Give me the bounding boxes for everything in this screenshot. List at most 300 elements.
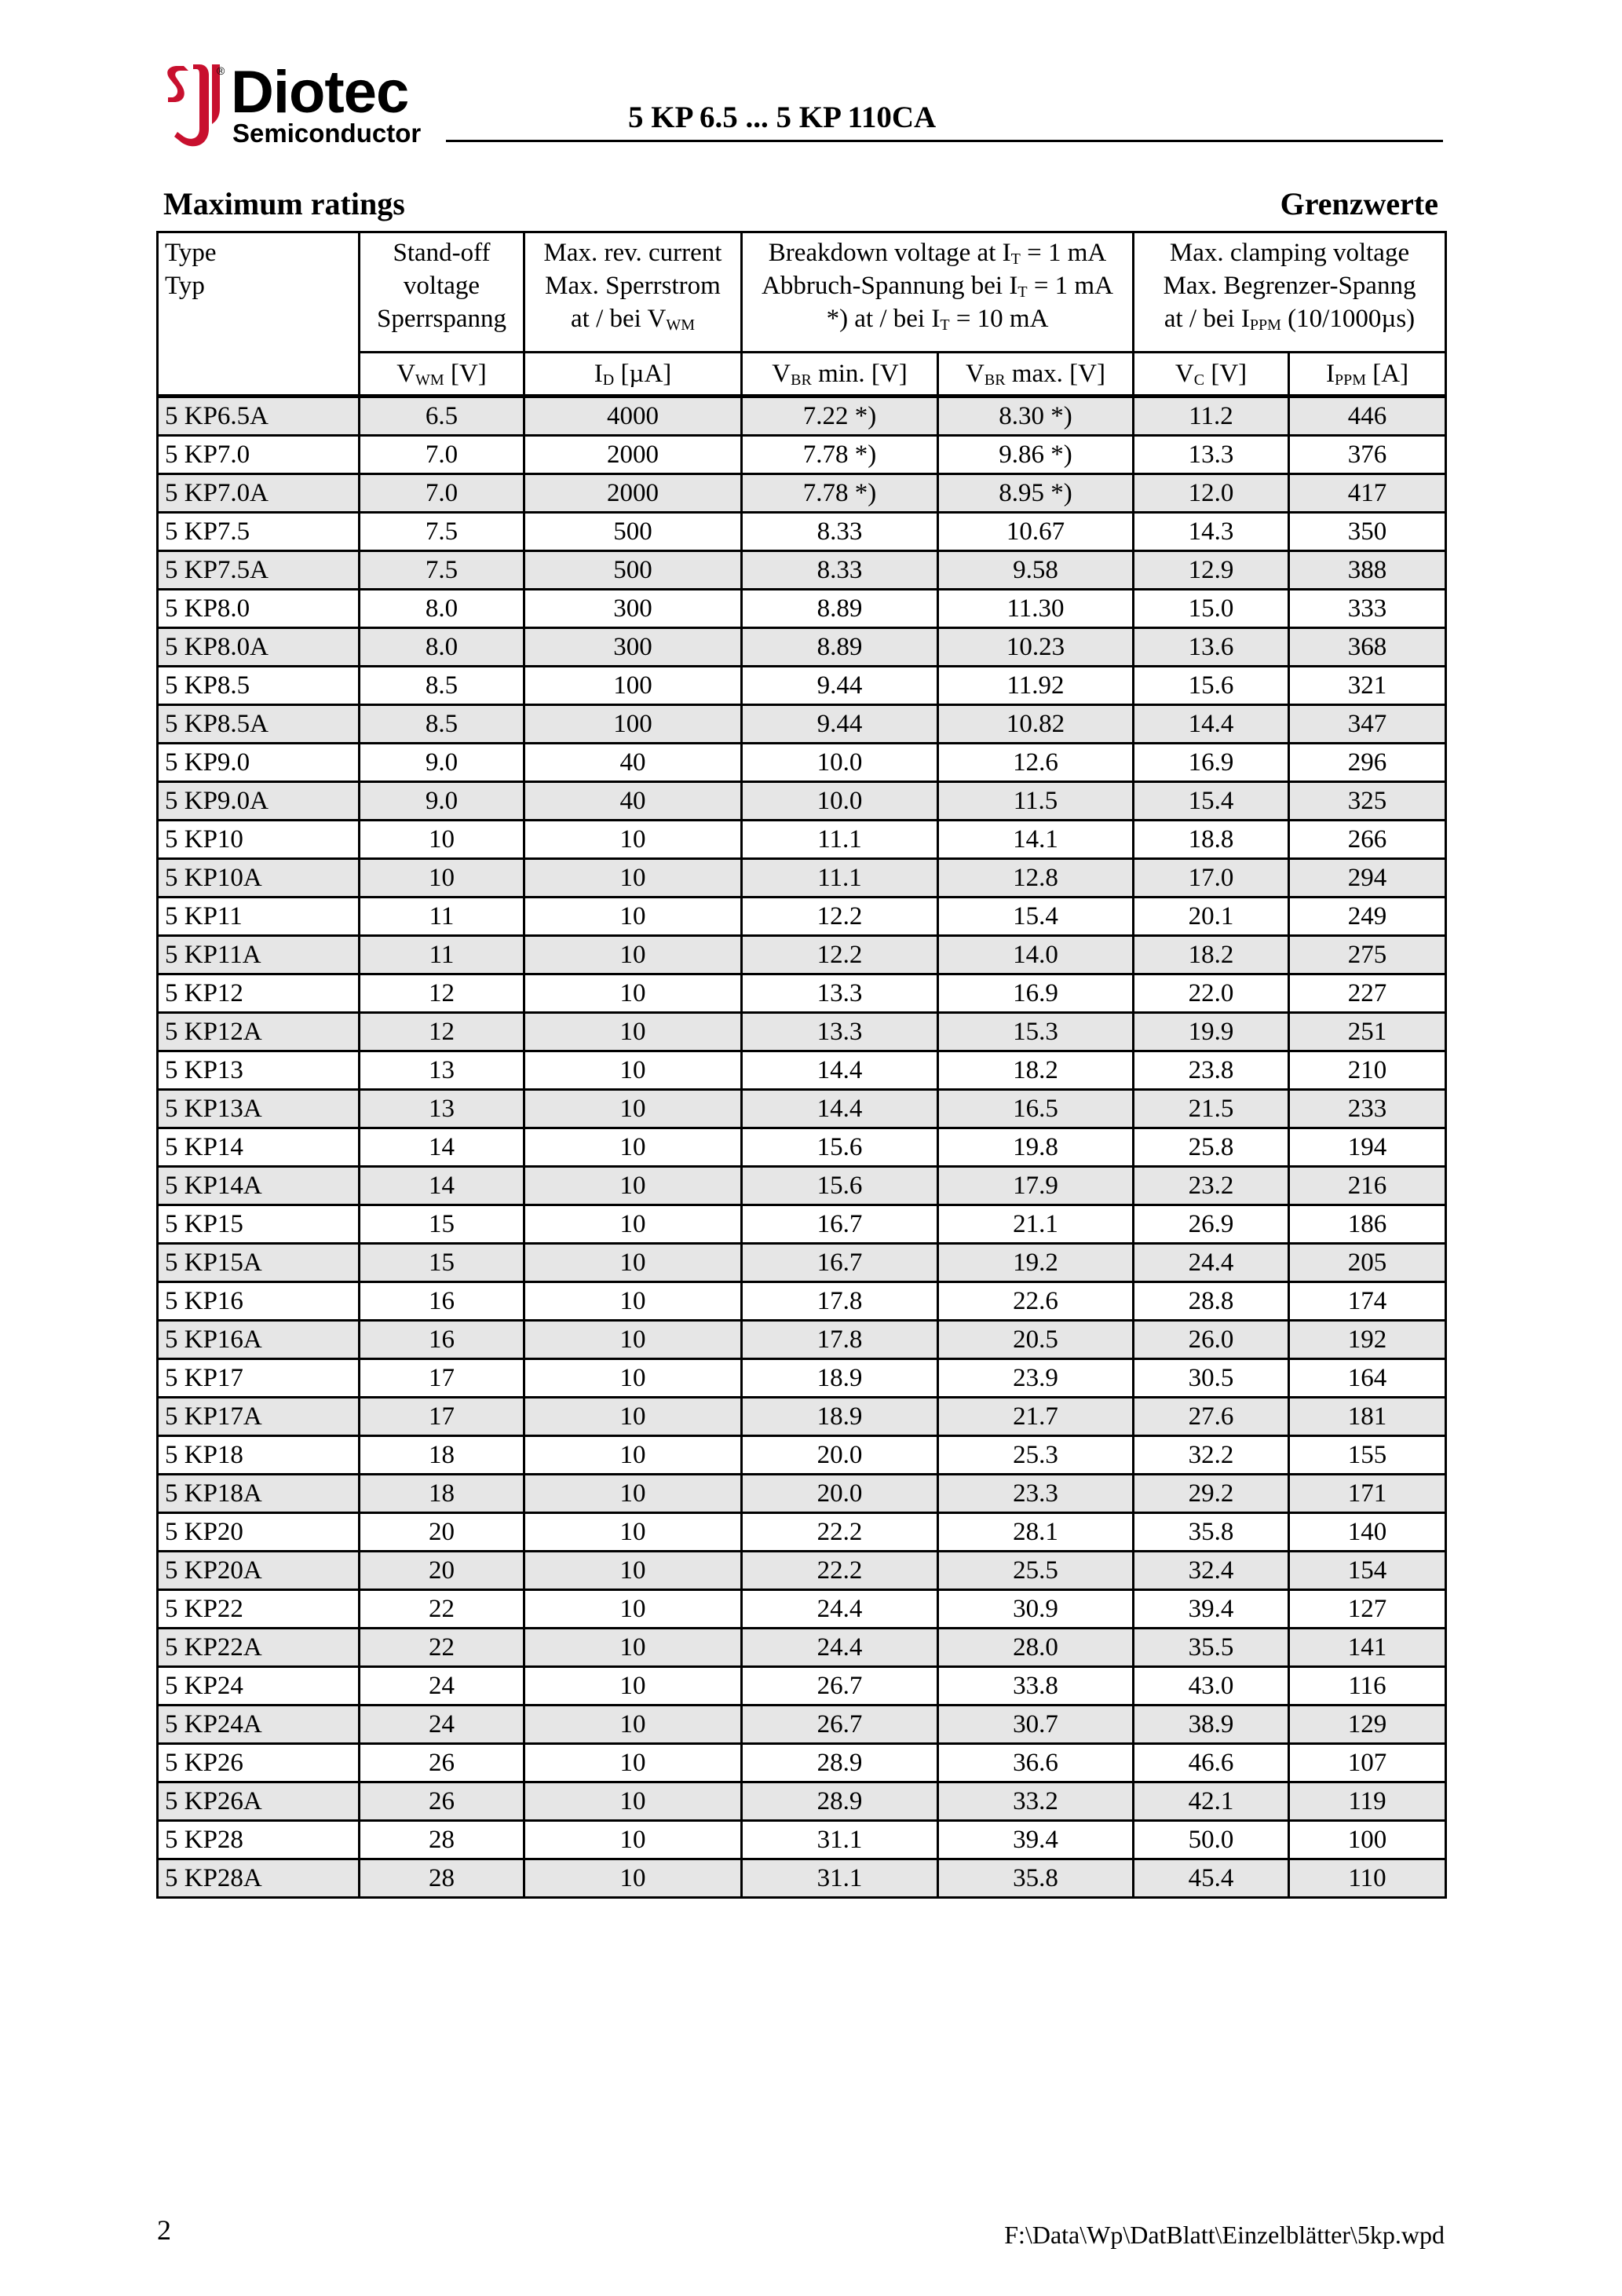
cell-vwm: 11 bbox=[360, 898, 524, 936]
unit-vbr-max: $V_{BR}$ max. [V] bbox=[938, 353, 1134, 397]
cell-vwm: 8.5 bbox=[360, 705, 524, 744]
table-row bbox=[158, 590, 1446, 628]
cell-vbr-max: 19.8 bbox=[938, 1128, 1134, 1167]
cell-vwm: 16 bbox=[360, 1321, 524, 1359]
cell-vc: 42.1 bbox=[1134, 1782, 1289, 1821]
cell-id: 10 bbox=[524, 821, 742, 859]
cell-vc: 16.9 bbox=[1134, 744, 1289, 782]
unit-vwm: $V_{WM}$ [V] bbox=[360, 353, 524, 397]
cell-vbr-max: 17.9 bbox=[938, 1167, 1134, 1205]
table-row bbox=[158, 1359, 1446, 1398]
cell-id: 10 bbox=[524, 1167, 742, 1205]
cell-id: 10 bbox=[524, 1706, 742, 1744]
cell-id: 10 bbox=[524, 1051, 742, 1090]
cell-id: 10 bbox=[524, 1398, 742, 1436]
cell-id: 10 bbox=[524, 1513, 742, 1552]
table-row bbox=[158, 628, 1446, 667]
cell-vc: 29.2 bbox=[1134, 1475, 1289, 1513]
cell-vwm: 20 bbox=[360, 1552, 524, 1590]
cell-vbr-min: 7.78 *) bbox=[742, 474, 938, 513]
cell-id: 10 bbox=[524, 1475, 742, 1513]
cell-vc: 27.6 bbox=[1134, 1398, 1289, 1436]
cell-vbr-max: 33.2 bbox=[938, 1782, 1134, 1821]
ratings-table-body bbox=[158, 397, 1446, 1898]
header-clamping-l3: at / bei $I_{PPM}$ (10/1000µs) bbox=[1164, 305, 1416, 334]
cell-type: 5 KP10A bbox=[158, 859, 360, 898]
cell-type: 5 KP7.5 bbox=[158, 513, 360, 551]
cell-ippm: 296 bbox=[1289, 744, 1446, 782]
cell-vbr-min: 7.78 *) bbox=[742, 436, 938, 474]
cell-vwm: 7.5 bbox=[360, 551, 524, 590]
table-row bbox=[158, 1744, 1446, 1782]
cell-ippm: 107 bbox=[1289, 1744, 1446, 1782]
cell-vbr-max: 28.1 bbox=[938, 1513, 1134, 1552]
cell-type: 5 KP20 bbox=[158, 1513, 360, 1552]
cell-vwm: 22 bbox=[360, 1629, 524, 1667]
diotec-logo bbox=[154, 61, 452, 149]
cell-ippm: 266 bbox=[1289, 821, 1446, 859]
cell-type: 5 KP28A bbox=[158, 1859, 360, 1898]
cell-vc: 35.5 bbox=[1134, 1629, 1289, 1667]
cell-vc: 11.2 bbox=[1134, 397, 1289, 436]
cell-type: 5 KP9.0A bbox=[158, 782, 360, 821]
cell-id: 40 bbox=[524, 782, 742, 821]
cell-vc: 15.0 bbox=[1134, 590, 1289, 628]
cell-vc: 43.0 bbox=[1134, 1667, 1289, 1706]
cell-vbr-max: 35.8 bbox=[938, 1859, 1134, 1898]
cell-vbr-max: 28.0 bbox=[938, 1629, 1134, 1667]
cell-ippm: 140 bbox=[1289, 1513, 1446, 1552]
cell-ippm: 119 bbox=[1289, 1782, 1446, 1821]
cell-ippm: 251 bbox=[1289, 1013, 1446, 1051]
cell-type: 5 KP17A bbox=[158, 1398, 360, 1436]
header-standoff-l1: Stand-off bbox=[393, 239, 491, 267]
cell-vc: 25.8 bbox=[1134, 1128, 1289, 1167]
cell-ippm: 129 bbox=[1289, 1706, 1446, 1744]
section-title-de: Grenzwerte bbox=[1280, 186, 1438, 221]
cell-vbr-min: 22.2 bbox=[742, 1513, 938, 1552]
document-title: 5 KP 6.5 ... 5 KP 110CA bbox=[628, 101, 937, 134]
cell-vwm: 16 bbox=[360, 1282, 524, 1321]
cell-vwm: 17 bbox=[360, 1359, 524, 1398]
header-standoff bbox=[360, 232, 524, 353]
cell-id: 500 bbox=[524, 513, 742, 551]
header-revcurrent-l1: Max. rev. current bbox=[543, 239, 722, 267]
cell-ippm: 174 bbox=[1289, 1282, 1446, 1321]
cell-vwm: 6.5 bbox=[360, 397, 524, 436]
unit-id: $I_D$ [µA] bbox=[524, 353, 742, 397]
cell-vwm: 15 bbox=[360, 1205, 524, 1244]
cell-vbr-min: 17.8 bbox=[742, 1282, 938, 1321]
cell-type: 5 KP8.0 bbox=[158, 590, 360, 628]
ratings-table bbox=[156, 231, 1447, 1899]
cell-ippm: 164 bbox=[1289, 1359, 1446, 1398]
cell-ippm: 325 bbox=[1289, 782, 1446, 821]
cell-vbr-max: 16.5 bbox=[938, 1090, 1134, 1128]
cell-vwm: 28 bbox=[360, 1859, 524, 1898]
cell-vbr-min: 31.1 bbox=[742, 1821, 938, 1859]
table-row bbox=[158, 1051, 1446, 1090]
cell-ippm: 368 bbox=[1289, 628, 1446, 667]
cell-vwm: 15 bbox=[360, 1244, 524, 1282]
table-row bbox=[158, 436, 1446, 474]
cell-id: 10 bbox=[524, 898, 742, 936]
cell-vbr-max: 30.7 bbox=[938, 1706, 1134, 1744]
cell-vbr-min: 12.2 bbox=[742, 936, 938, 974]
cell-vbr-max: 12.6 bbox=[938, 744, 1134, 782]
cell-vbr-min: 12.2 bbox=[742, 898, 938, 936]
header-rev-current bbox=[524, 232, 742, 353]
section-title-en: Maximum ratings bbox=[163, 186, 405, 221]
cell-vwm: 7.0 bbox=[360, 436, 524, 474]
cell-vc: 32.2 bbox=[1134, 1436, 1289, 1475]
header-breakdown bbox=[742, 232, 1134, 353]
cell-type: 5 KP16A bbox=[158, 1321, 360, 1359]
cell-vbr-max: 19.2 bbox=[938, 1244, 1134, 1282]
cell-ippm: 227 bbox=[1289, 974, 1446, 1013]
cell-vwm: 11 bbox=[360, 936, 524, 974]
cell-vbr-min: 31.1 bbox=[742, 1859, 938, 1898]
cell-type: 5 KP24A bbox=[158, 1706, 360, 1744]
cell-vbr-min: 15.6 bbox=[742, 1128, 938, 1167]
cell-type: 5 KP15 bbox=[158, 1205, 360, 1244]
cell-type: 5 KP13 bbox=[158, 1051, 360, 1090]
header-standoff-l3: Sperrspanng bbox=[377, 305, 506, 333]
cell-vbr-max: 16.9 bbox=[938, 974, 1134, 1013]
table-row bbox=[158, 859, 1446, 898]
table-row bbox=[158, 1167, 1446, 1205]
cell-vbr-min: 18.9 bbox=[742, 1398, 938, 1436]
cell-type: 5 KP18 bbox=[158, 1436, 360, 1475]
cell-vbr-min: 7.22 *) bbox=[742, 397, 938, 436]
cell-vwm: 18 bbox=[360, 1475, 524, 1513]
cell-vbr-max: 8.30 *) bbox=[938, 397, 1134, 436]
cell-vwm: 26 bbox=[360, 1744, 524, 1782]
table-row bbox=[158, 1321, 1446, 1359]
cell-vbr-min: 10.0 bbox=[742, 744, 938, 782]
cell-vbr-max: 10.23 bbox=[938, 628, 1134, 667]
cell-ippm: 186 bbox=[1289, 1205, 1446, 1244]
cell-vbr-max: 15.3 bbox=[938, 1013, 1134, 1051]
cell-id: 10 bbox=[524, 1282, 742, 1321]
header-rule bbox=[446, 140, 1443, 142]
cell-vwm: 10 bbox=[360, 859, 524, 898]
header-revcurrent-l2: Max. Sperrstrom bbox=[545, 272, 721, 300]
table-row bbox=[158, 744, 1446, 782]
cell-vwm: 22 bbox=[360, 1590, 524, 1629]
cell-type: 5 KP14A bbox=[158, 1167, 360, 1205]
cell-ippm: 194 bbox=[1289, 1128, 1446, 1167]
cell-id: 100 bbox=[524, 705, 742, 744]
cell-vwm: 9.0 bbox=[360, 744, 524, 782]
cell-vc: 12.0 bbox=[1134, 474, 1289, 513]
cell-type: 5 KP10 bbox=[158, 821, 360, 859]
cell-vbr-max: 36.6 bbox=[938, 1744, 1134, 1782]
cell-ippm: 388 bbox=[1289, 551, 1446, 590]
cell-id: 2000 bbox=[524, 474, 742, 513]
cell-type: 5 KP11 bbox=[158, 898, 360, 936]
cell-type: 5 KP6.5A bbox=[158, 397, 360, 436]
cell-vbr-max: 22.6 bbox=[938, 1282, 1134, 1321]
cell-vbr-max: 9.58 bbox=[938, 551, 1134, 590]
cell-type: 5 KP18A bbox=[158, 1475, 360, 1513]
cell-type: 5 KP12 bbox=[158, 974, 360, 1013]
cell-vwm: 14 bbox=[360, 1128, 524, 1167]
cell-id: 10 bbox=[524, 1859, 742, 1898]
cell-vwm: 13 bbox=[360, 1090, 524, 1128]
cell-vwm: 10 bbox=[360, 821, 524, 859]
cell-type: 5 KP7.0 bbox=[158, 436, 360, 474]
cell-ippm: 141 bbox=[1289, 1629, 1446, 1667]
table-row bbox=[158, 1706, 1446, 1744]
cell-vwm: 7.0 bbox=[360, 474, 524, 513]
cell-vc: 18.8 bbox=[1134, 821, 1289, 859]
cell-vbr-min: 14.4 bbox=[742, 1090, 938, 1128]
cell-type: 5 KP28 bbox=[158, 1821, 360, 1859]
cell-ippm: 205 bbox=[1289, 1244, 1446, 1282]
cell-ippm: 171 bbox=[1289, 1475, 1446, 1513]
cell-type: 5 KP20A bbox=[158, 1552, 360, 1590]
table-row bbox=[158, 397, 1446, 436]
cell-vc: 17.0 bbox=[1134, 859, 1289, 898]
table-row bbox=[158, 898, 1446, 936]
header-clamping-l1: Max. clamping voltage bbox=[1169, 239, 1410, 267]
cell-type: 5 KP26 bbox=[158, 1744, 360, 1782]
cell-vc: 23.2 bbox=[1134, 1167, 1289, 1205]
cell-vbr-max: 9.86 *) bbox=[938, 436, 1134, 474]
cell-vbr-max: 14.1 bbox=[938, 821, 1134, 859]
cell-vwm: 14 bbox=[360, 1167, 524, 1205]
cell-vwm: 26 bbox=[360, 1782, 524, 1821]
cell-ippm: 110 bbox=[1289, 1859, 1446, 1898]
cell-type: 5 KP8.5 bbox=[158, 667, 360, 705]
cell-vbr-min: 20.0 bbox=[742, 1475, 938, 1513]
cell-vwm: 12 bbox=[360, 1013, 524, 1051]
cell-vbr-max: 11.5 bbox=[938, 782, 1134, 821]
cell-ippm: 249 bbox=[1289, 898, 1446, 936]
cell-vwm: 13 bbox=[360, 1051, 524, 1090]
cell-ippm: 233 bbox=[1289, 1090, 1446, 1128]
cell-vwm: 20 bbox=[360, 1513, 524, 1552]
cell-id: 10 bbox=[524, 1436, 742, 1475]
cell-vc: 26.0 bbox=[1134, 1321, 1289, 1359]
table-row bbox=[158, 1128, 1446, 1167]
cell-id: 100 bbox=[524, 667, 742, 705]
cell-id: 10 bbox=[524, 1629, 742, 1667]
table-row bbox=[158, 474, 1446, 513]
cell-ippm: 154 bbox=[1289, 1552, 1446, 1590]
header-clamping-l2: Max. Begrenzer-Spanng bbox=[1163, 272, 1416, 300]
cell-type: 5 KP9.0 bbox=[158, 744, 360, 782]
cell-type: 5 KP7.0A bbox=[158, 474, 360, 513]
cell-vbr-min: 11.1 bbox=[742, 859, 938, 898]
cell-vc: 23.8 bbox=[1134, 1051, 1289, 1090]
cell-vc: 32.4 bbox=[1134, 1552, 1289, 1590]
unit-vc: $V_C$ [V] bbox=[1134, 353, 1289, 397]
table-row bbox=[158, 705, 1446, 744]
header-type bbox=[158, 232, 360, 397]
header-type-de: Typ bbox=[165, 272, 205, 300]
cell-vc: 13.3 bbox=[1134, 436, 1289, 474]
cell-vwm: 24 bbox=[360, 1706, 524, 1744]
cell-vbr-max: 33.8 bbox=[938, 1667, 1134, 1706]
cell-vwm: 18 bbox=[360, 1436, 524, 1475]
cell-vc: 13.6 bbox=[1134, 628, 1289, 667]
cell-ippm: 181 bbox=[1289, 1398, 1446, 1436]
cell-vwm: 9.0 bbox=[360, 782, 524, 821]
cell-vc: 28.8 bbox=[1134, 1282, 1289, 1321]
table-row bbox=[158, 1090, 1446, 1128]
cell-ippm: 155 bbox=[1289, 1436, 1446, 1475]
cell-type: 5 KP26A bbox=[158, 1782, 360, 1821]
cell-vc: 26.9 bbox=[1134, 1205, 1289, 1244]
cell-id: 300 bbox=[524, 590, 742, 628]
cell-type: 5 KP7.5A bbox=[158, 551, 360, 590]
cell-type: 5 KP22A bbox=[158, 1629, 360, 1667]
cell-vc: 14.3 bbox=[1134, 513, 1289, 551]
cell-vbr-min: 17.8 bbox=[742, 1321, 938, 1359]
cell-vwm: 28 bbox=[360, 1821, 524, 1859]
cell-id: 10 bbox=[524, 1321, 742, 1359]
cell-vbr-min: 8.89 bbox=[742, 628, 938, 667]
cell-vc: 39.4 bbox=[1134, 1590, 1289, 1629]
cell-vbr-max: 12.8 bbox=[938, 859, 1134, 898]
cell-id: 10 bbox=[524, 1552, 742, 1590]
table-row bbox=[158, 821, 1446, 859]
cell-vbr-max: 25.5 bbox=[938, 1552, 1134, 1590]
cell-vbr-min: 26.7 bbox=[742, 1667, 938, 1706]
cell-vbr-max: 8.95 *) bbox=[938, 474, 1134, 513]
cell-vc: 18.2 bbox=[1134, 936, 1289, 974]
cell-vc: 20.1 bbox=[1134, 898, 1289, 936]
cell-vc: 45.4 bbox=[1134, 1859, 1289, 1898]
cell-ippm: 127 bbox=[1289, 1590, 1446, 1629]
cell-vbr-max: 15.4 bbox=[938, 898, 1134, 936]
cell-id: 40 bbox=[524, 744, 742, 782]
cell-vbr-min: 22.2 bbox=[742, 1552, 938, 1590]
header-revcurrent-l3: at / bei $V_{WM}$ bbox=[571, 305, 695, 334]
unit-vbr-min: $V_{BR}$ min. [V] bbox=[742, 353, 938, 397]
header-type-en: Type bbox=[165, 239, 217, 267]
cell-ippm: 210 bbox=[1289, 1051, 1446, 1090]
table-row bbox=[158, 1205, 1446, 1244]
cell-vbr-max: 10.82 bbox=[938, 705, 1134, 744]
cell-vwm: 8.0 bbox=[360, 590, 524, 628]
cell-id: 10 bbox=[524, 1013, 742, 1051]
cell-type: 5 KP15A bbox=[158, 1244, 360, 1282]
cell-ippm: 100 bbox=[1289, 1821, 1446, 1859]
cell-vbr-min: 9.44 bbox=[742, 667, 938, 705]
cell-vbr-min: 16.7 bbox=[742, 1205, 938, 1244]
cell-vc: 19.9 bbox=[1134, 1013, 1289, 1051]
cell-vbr-min: 8.33 bbox=[742, 513, 938, 551]
table-row bbox=[158, 782, 1446, 821]
cell-id: 10 bbox=[524, 859, 742, 898]
cell-id: 10 bbox=[524, 1090, 742, 1128]
unit-ippm: $I_{PPM}$ [A] bbox=[1289, 353, 1446, 397]
cell-vwm: 12 bbox=[360, 974, 524, 1013]
table-row bbox=[158, 1398, 1446, 1436]
cell-vc: 12.9 bbox=[1134, 551, 1289, 590]
cell-vc: 22.0 bbox=[1134, 974, 1289, 1013]
cell-id: 10 bbox=[524, 1128, 742, 1167]
header-breakdown-l3: *) at / bei $I_T = 10$ mA bbox=[826, 305, 1049, 334]
cell-vc: 46.6 bbox=[1134, 1744, 1289, 1782]
cell-id: 10 bbox=[524, 974, 742, 1013]
cell-vc: 15.6 bbox=[1134, 667, 1289, 705]
cell-id: 10 bbox=[524, 1205, 742, 1244]
cell-ippm: 446 bbox=[1289, 397, 1446, 436]
cell-ippm: 192 bbox=[1289, 1321, 1446, 1359]
registered-mark: ® bbox=[217, 64, 225, 77]
cell-vbr-min: 28.9 bbox=[742, 1782, 938, 1821]
cell-vbr-min: 24.4 bbox=[742, 1590, 938, 1629]
cell-vwm: 17 bbox=[360, 1398, 524, 1436]
table-row bbox=[158, 974, 1446, 1013]
cell-vbr-min: 16.7 bbox=[742, 1244, 938, 1282]
table-row bbox=[158, 1436, 1446, 1475]
cell-type: 5 KP11A bbox=[158, 936, 360, 974]
cell-id: 4000 bbox=[524, 397, 742, 436]
table-row bbox=[158, 1552, 1446, 1590]
cell-vwm: 8.5 bbox=[360, 667, 524, 705]
cell-type: 5 KP22 bbox=[158, 1590, 360, 1629]
table-row bbox=[158, 1475, 1446, 1513]
cell-vbr-max: 21.7 bbox=[938, 1398, 1134, 1436]
table-row bbox=[158, 667, 1446, 705]
cell-ippm: 216 bbox=[1289, 1167, 1446, 1205]
cell-type: 5 KP17 bbox=[158, 1359, 360, 1398]
cell-vbr-max: 10.67 bbox=[938, 513, 1134, 551]
table-row bbox=[158, 1244, 1446, 1282]
table-row bbox=[158, 1513, 1446, 1552]
cell-vwm: 7.5 bbox=[360, 513, 524, 551]
cell-ippm: 350 bbox=[1289, 513, 1446, 551]
cell-vbr-max: 11.92 bbox=[938, 667, 1134, 705]
page-number: 2 bbox=[157, 2214, 171, 2246]
cell-ippm: 347 bbox=[1289, 705, 1446, 744]
cell-id: 10 bbox=[524, 1590, 742, 1629]
cell-type: 5 KP8.0A bbox=[158, 628, 360, 667]
cell-vbr-max: 11.30 bbox=[938, 590, 1134, 628]
cell-type: 5 KP8.5A bbox=[158, 705, 360, 744]
cell-vc: 35.8 bbox=[1134, 1513, 1289, 1552]
cell-id: 2000 bbox=[524, 436, 742, 474]
cell-vbr-max: 30.9 bbox=[938, 1590, 1134, 1629]
cell-vc: 14.4 bbox=[1134, 705, 1289, 744]
table-row bbox=[158, 1590, 1446, 1629]
cell-vbr-max: 23.3 bbox=[938, 1475, 1134, 1513]
cell-vbr-max: 14.0 bbox=[938, 936, 1134, 974]
cell-ippm: 116 bbox=[1289, 1667, 1446, 1706]
cell-vbr-min: 15.6 bbox=[742, 1167, 938, 1205]
table-row bbox=[158, 1013, 1446, 1051]
header-breakdown-l1: Breakdown voltage at $I_T = 1$ mA bbox=[768, 239, 1107, 268]
brand-name: Diotec bbox=[231, 59, 409, 126]
cell-vbr-min: 8.33 bbox=[742, 551, 938, 590]
header-standoff-l2: voltage bbox=[403, 272, 480, 300]
cell-vbr-min: 20.0 bbox=[742, 1436, 938, 1475]
cell-id: 300 bbox=[524, 628, 742, 667]
table-row bbox=[158, 1282, 1446, 1321]
header-breakdown-l2: Abbruch-Spannung bei $I_T = 1$ mA bbox=[762, 272, 1113, 301]
cell-vbr-min: 13.3 bbox=[742, 1013, 938, 1051]
table-row bbox=[158, 1782, 1446, 1821]
table-row bbox=[158, 551, 1446, 590]
table-row bbox=[158, 936, 1446, 974]
cell-vc: 24.4 bbox=[1134, 1244, 1289, 1282]
cell-vbr-min: 26.7 bbox=[742, 1706, 938, 1744]
